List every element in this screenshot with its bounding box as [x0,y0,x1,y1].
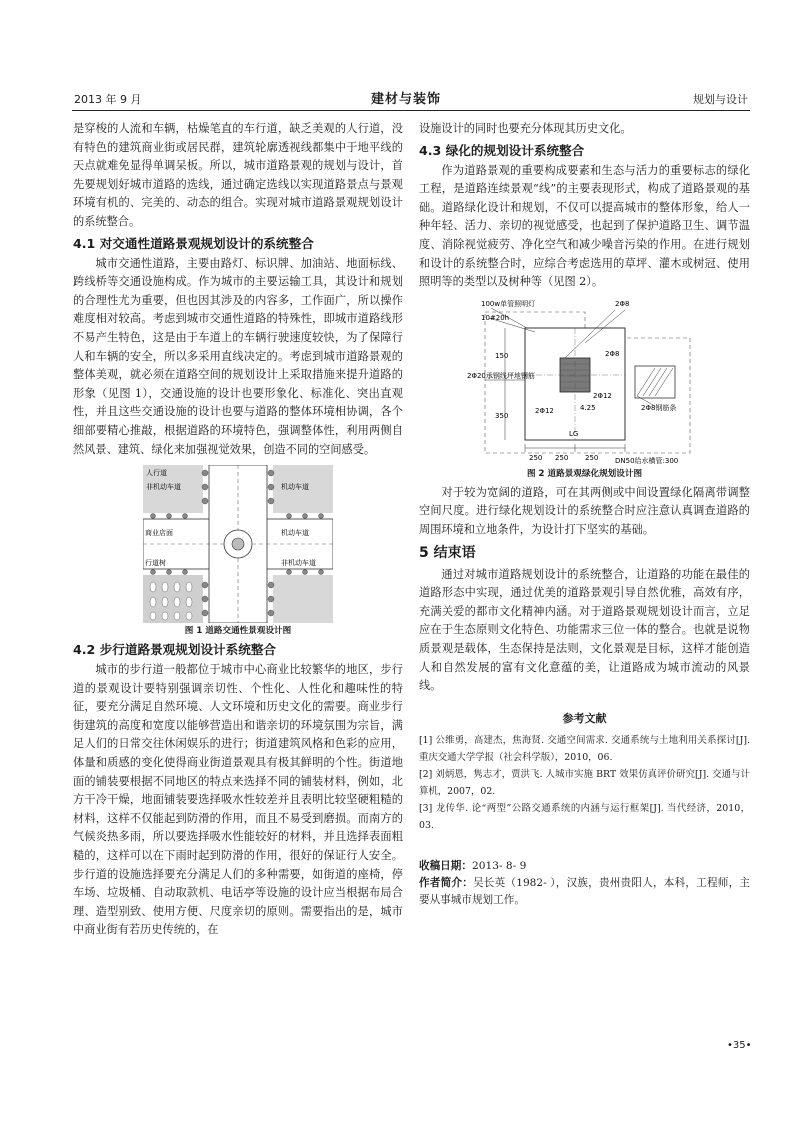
fig1-label: 行道树 [145,559,166,568]
fig2-label: 4.25 [579,403,596,412]
fig1-label: 非机动车道 [146,483,181,492]
fig2-label: 350 [494,411,508,420]
fig2-label: 2Φ12 [592,391,612,400]
reference-item: [3] 龙传华. 论“两型”公路交通系统的内涵与运行框架[J]. 当代经济，2010，03. [419,803,750,832]
figure-2 [419,298,750,480]
section-heading-4-2: 4.2 步行道路景观规划设计系统整合 [73,642,277,658]
header-date: 2013 年 9 月 [74,93,142,106]
section-heading-5: 5 结束语 [419,544,476,561]
fig2-label: 250 [528,453,542,462]
fig2-label: 2Φ12 [534,406,554,415]
author-value: 吴长英（1982- ），汉族，贵州贵阳人，本科，工程师，主要从事城市规划工作。 [419,877,750,907]
paragraph: 设施设计的同时也要充分体现其历史文化。 [419,122,632,135]
fig2-label: 2Φ20承钢线坪地钢筋 [466,371,535,380]
fig2-label: DN50给水横管:300 [614,456,678,465]
fig1-label: 商业店面 [145,529,173,538]
reference-item: [1] 公维勇，高建杰，焦海贤. 交通空间需求. 交通系统与土地利用关系探讨[J]. 重庆交通大学学报（社会科学版），2010，06. [419,735,750,764]
fig1-label: 人行道 [146,469,167,478]
fig2-label: 10#20h [480,313,509,322]
fig2-label: 250 [554,453,568,462]
header-section: 规划与设计 [693,93,748,106]
fig1-label: 非机动车道 [281,559,316,568]
fig2-label: 150 [494,351,508,360]
references-title: 参考文献 [562,711,607,725]
fig1-label: 机动车道 [281,529,309,538]
received-label: 收稿日期： [419,860,472,873]
fig2-label: 250 [584,453,598,462]
figure-2-caption: 图 2 道路景观绿化规划设计图 [526,468,643,479]
right-column [419,120,750,909]
received-date [419,858,750,875]
fig2-label: 2Φ8 [614,299,629,308]
figure-1 [73,465,403,637]
reference-item: [2] 刘炳恩，隽志才，贾洪飞. 人城市实施 BRT 效果仿真评价研究[J]. 交通与计算机，2007，02. [419,769,750,798]
page-number: •35• [727,1040,752,1051]
paragraph: 通过对城市道路规划设计的系统整合，让道路的功能在最佳的道路形态中实现，通过优美的道路景观引导自然优雅，高效有序，充满关爱的都市文化精神内涵。对于道路景观规划设计而言，立足应在于生态原则文化特色、功能需求三位一体的整合。也就是说物质景观是载体，生态保持是法则，文化景观是目标，这样才能创造人和自然发展的富有文化意蕴的美，让道路成为城市流动的风景线。 [419,567,750,693]
greening-plan-diagram [465,298,705,466]
paragraph: 是穿梭的人流和车辆，枯燥笔直的车行道，缺乏美观的人行道，没有特色的建筑商业街或居民群，建筑轮廓透视线都集中于地平线的天点就难免显得单调呆板。所以，城市道路景观的规划与设计，首先要规划好城市道路的选线，通过确定选线以实现道路景点与景观环境有机的、完美的、动态的组合。实现对城市道路景观规划设计的系统整合。 [73,122,403,228]
section-heading-4-3: 4.3 绿化的规划设计系统整合 [419,142,585,158]
header-rule [72,110,750,111]
fig2-label: 100w单管照明灯 [480,299,535,308]
received-value: 2013- 8- 9 [471,860,527,873]
section-heading-4-1: 4.1 对交通性道路景观规划设计的系统整合 [73,235,314,251]
left-column [73,120,403,940]
figure-1-caption: 图 1 道路交通性景观设计图 [184,626,292,637]
author-bio [419,875,750,909]
fig2-label: LG [568,429,578,438]
journal-logo: 建材与装饰 [371,92,442,107]
paragraph: 城市的步行道一般都位于城市中心商业比较繁华的地区，步行道的景观设计要特别强调亲切性、个性化、人性化和趣味性的特征，要充分满足自然环境、人文环境和历史文化的需要。商业步行街建筑的高度和宽度以能够营造出和谐亲切的环境氛围为宗旨，满足人们的日常交往休闲娱乐的进行；街道建筑风格和色彩的应用，体量和质感的变化使得商业街道景观具有极其鲜明的个性。街道地面的铺装要根据不同地区的特点来选择不同的铺装材料，例如，北方干冷干燥，地面铺装要选择吸水性较差并且表明比较坚硬粗糙的材料，这样不仅能起到防滑的作用，而且不易受到磨损。而南方的气候炎热多雨，所以要选择吸水性能较好的材料，并且选择表面粗糙的，这样可以在下雨时起到防滑的作用，很好的保证行人安全。步行道的设施选择要充分满足人们的多种需要，如街道的座椅，停车场、垃圾桶、自动取款机、电话亭等设施的设计应当根据布局合理、造型别致、使用方便、尺度亲切的原则。需要指出的是，城市中商业街有若历史传统的，在 [73,663,403,937]
paragraph: 城市交通性道路，主要由路灯、标识牌、加油站、地面标线、跨线桥等交通设施构成。作为城市的主要运输工具，其设计和规划的合理性尤为重要，但也因其涉及的内容多，工作面广，所以操作难度相对较高。考虑到城市交通性道路的特殊性，即城市道路线形不易产生特色，这是由于车道上的车辆行驶速度较快，为了保障行人和车辆的安全，所以多采用直线决定的。考虑到城市道路景观的整体美观，就必须在道路空间的规划设计上采取措施来提升道路的形象（见图 1），交通设施的设计也要形象化、标准化、突出直观性，并且这些交通设施的设计也要与道路的整体环境相协调，各个细部要精心推敲，根据道路的环境特色，强调整体性，利用两侧自然风景、建筑、绿化来加强视觉效果，创造不同的空间感受。 [73,256,403,456]
paragraph: 对于较为宽阔的道路，可在其两侧或中间设置绿化隔离带调整空间尺度。进行绿化规划设计的系统整合时应注意认真调查道路的周围环境和立地条件，为设计打下坚实的基础。 [419,485,750,536]
fig1-label: 机动车道 [281,483,309,492]
fig2-label: 2Φ8 [604,349,619,358]
author-label: 作者简介： [419,877,473,890]
fig2-label: 2Φ8钢筋条 [640,403,676,412]
paragraph: 作为道路景观的重要构成要素和生态与活力的重要标志的绿化工程，是道路连续景观“线”的主要表现形式，构成了道路景观的基础。道路绿化设计和规划，不仅可以提高城市的整体形象，给人一种年轻、活力、亲切的视觉感受，也起到了保护道路卫生、调节温度、消除视觉疲劳、净化空气和减少噪音污染的作用。在进行规划和设计的系统整合时，应综合考虑选用的草坪、灌木或树冠、使用照明等的类型以及树种等（见图 2）。 [419,163,750,289]
road-traffic-diagram [143,465,333,623]
